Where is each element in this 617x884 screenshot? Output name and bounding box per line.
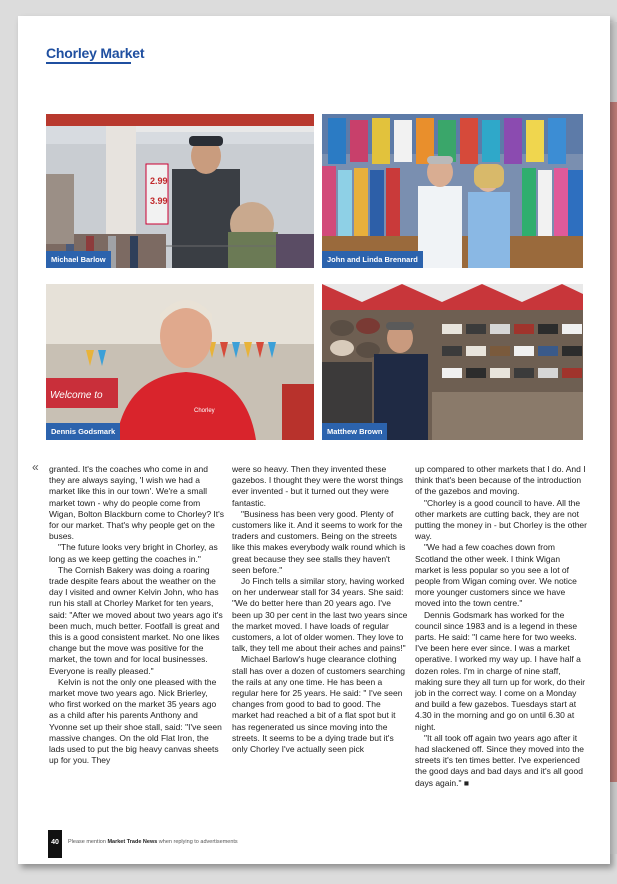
- article-paragraph: "We had a few coaches down from Scotland the other week. I think Wigan market is less popular so you see a lot of people from Wigan coming over. We notice more younger customers since we have moved into the town centre.": [415, 542, 577, 609]
- welcome-banner: Welcome to: [50, 390, 103, 401]
- article-paragraph: Jo Finch tells a similar story, having worked on her underwear stall for 34 years. She said: "We do better here than 20 years ago. I've been up 30 per cent in the last two years since the market moved. I have loads of regular customers, a lot of older women. They love to talk, they tell me about their aches and pains!": [232, 576, 408, 654]
- footer-notice: [68, 839, 238, 845]
- article-paragraph: The Cornish Bakery was doing a roaring trade despite fears about the weather on the day I visited and owner Kelvin John, who has run his stall at Chorley Market for ten years, said: "After we moved about two years ago it's been much, much better. Footfall is great and this is a good consistent market. No one likes change but the move was positive for the market, the town and for local businesses. Everyone is really pleased.": [49, 564, 223, 676]
- photo-matthew-brown: [322, 284, 583, 440]
- magazine-page: [18, 16, 610, 864]
- article-paragraph: Michael Barlow's huge clearance clothing stall has over a dozen of customers searching the rails at any one time. He has been a regular here for 25 years. He said: " I've seen changes from good to bad to good. The market had reached a bit of a flat spot but it has regenerated us since moving into the streets. It seems to be a dying trade but it's only Chorley I've actually seen pick: [232, 654, 405, 755]
- price-sign-b: 3.99: [150, 196, 168, 206]
- article-paragraph: "It all took off again two years ago after it had slackened off. Since they moved into the streets it's ten times better. I've experienced the good days and bad days and it's all good days again." ■: [415, 732, 585, 788]
- article-paragraph: up compared to other markets that I do. And I think that's been because of the introduction of the gazebos and moving.: [415, 464, 586, 497]
- footer-publication: Market Trade News: [107, 839, 158, 845]
- article-paragraph: "Chorley is a good council to have. All the other markets are cutting back, they are not putting the money in - but Chorley is the other way.: [415, 497, 587, 542]
- article-paragraph: Kelvin is not the only one pleased with the market move two years ago. Nick Brierley, who first worked on the market 35 years ago as a child after his parents Anthony and Yvonne set up their shoe stall, said: "I've seen massive changes. On the old Flat Iron, the lads used to put the big heavy canvas sheets up for you. They: [49, 676, 222, 766]
- shirt-logo: Chorley: [194, 408, 215, 414]
- footer-text-before: Please mention: [68, 839, 108, 845]
- page-number: 40: [51, 839, 59, 846]
- photo-caption: Matthew Brown: [322, 423, 387, 440]
- photo-john-linda-brennard: [322, 114, 583, 268]
- section-title: Chorley Market: [46, 45, 145, 61]
- shoe-stall-illustration: [322, 284, 583, 440]
- clothing-stall-illustration: [322, 114, 583, 268]
- section-title-underline: [46, 62, 131, 64]
- article-column-3: [415, 464, 587, 789]
- photo-caption: John and Linda Brennard: [322, 251, 423, 268]
- article-paragraph: were so heavy. Then they invented these gazebos. I thought they were the worst things ever invented - but it turned out they were fantastic.: [232, 464, 404, 508]
- photo-caption: Dennis Godsmark: [46, 423, 120, 440]
- article-paragraph: "Business has been very good. Plenty of customers like it. And it seems to work for the traders and customers. Being on the streets like this makes everybody walk round which is great because they see stalls they haven't seen before.": [232, 508, 406, 575]
- market-stall-illustration: [46, 114, 314, 268]
- article-column-2: [232, 464, 408, 755]
- price-sign-a: 2.99: [150, 176, 168, 186]
- article-paragraph: granted. It's the coaches who come in and they are always saying, 'I wish we had a market like this in our town'. We're a small market town - why do people come from Wigan, Bolton Blackburn come to Chorley? It's for our market. That's why people get on the buses.: [49, 464, 225, 542]
- photo-dennis-godsmark: [46, 284, 314, 440]
- article-column-1: [49, 464, 225, 766]
- photo-caption: Michael Barlow: [46, 251, 111, 268]
- article-paragraph: "The future looks very bright in Chorley, as long as we keep getting the coaches in.": [49, 542, 218, 564]
- council-worker-illustration: [46, 284, 314, 440]
- photo-michael-barlow: [46, 114, 314, 268]
- footer-text-after: when replying to advertisements: [157, 839, 238, 845]
- continued-quote-mark: «: [32, 460, 39, 474]
- article-paragraph: Dennis Godsmark has worked for the council since 1983 and is a legend in these parts. He said: "I came here for two weeks. I've been here ever since. I was a market operative. I worked my way up. I have half a dozen roles. I'm in charge of nine staff, making sure they all turn up for work, do their job in the correct way. I come on a Monday and build a few gazebos. Tuesdays start at 4.30 in the morning and go on until 6.30 at night.: [415, 609, 586, 732]
